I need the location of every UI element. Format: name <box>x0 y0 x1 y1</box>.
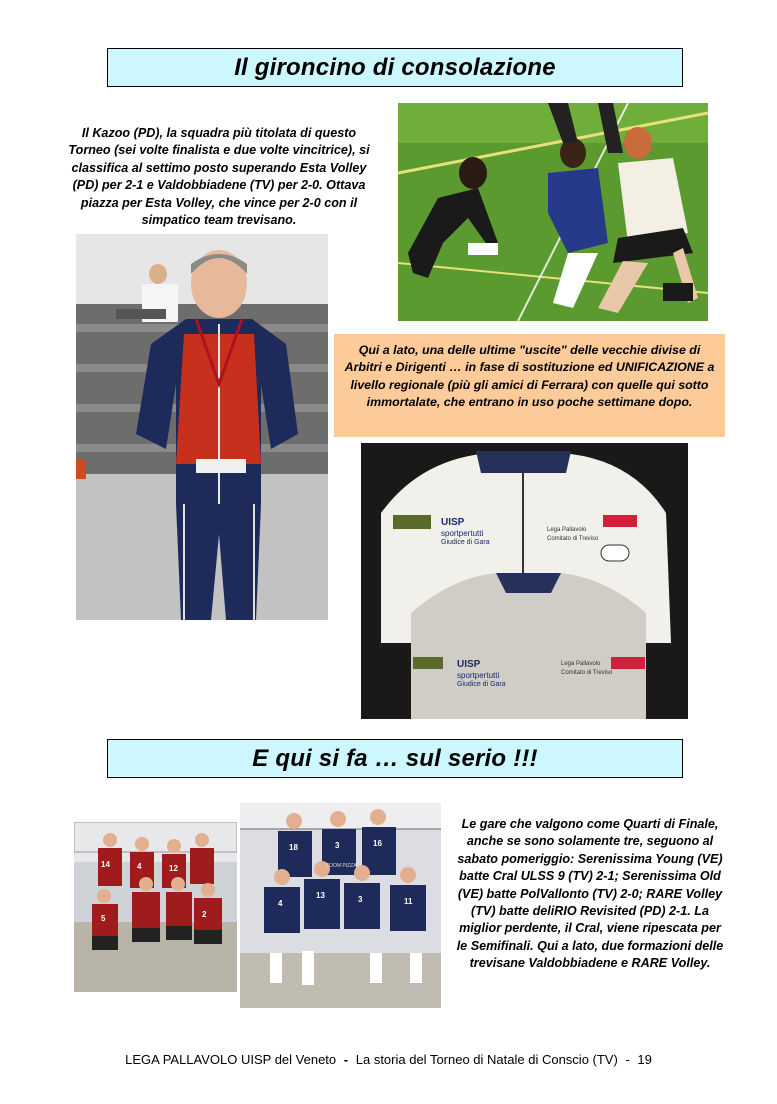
polo-lega-text: Lega Pallavolo <box>561 661 601 667</box>
uniform-note: Qui a lato, una delle ultime "uscite" delle vecchie divise di Arbitri e Dirigenti … in fase di sostituzione ed UNIFICAZIONE a livello regionale (più gli amici di Ferrara) con quelle qui sotto immortalate, che entrano in uso poche settimane dopo. <box>334 334 725 437</box>
jacket-logo: UISP <box>441 517 465 528</box>
page-footer <box>0 1052 777 1067</box>
page-number: 19 <box>637 1052 652 1067</box>
photo-team-red <box>74 822 237 992</box>
red-jersey-number: 5 <box>101 914 106 923</box>
section-title-text: E qui si fa … sul serio !!! <box>252 744 538 772</box>
footer-dash: - <box>625 1052 630 1067</box>
red-jersey-number: 2 <box>202 910 207 919</box>
jacket-comitato-text: Comitato di Treviso <box>547 536 599 542</box>
section-title-consolation <box>107 48 683 87</box>
polo-giudice: Giudice di Gara <box>457 681 506 688</box>
red-jersey-number: 4 <box>137 862 142 871</box>
blue-jersey-number: 4 <box>278 899 283 908</box>
photo-stretching-players <box>398 103 708 321</box>
blue-jersey-number: 3 <box>335 841 340 850</box>
footer-separator: - <box>343 1052 349 1067</box>
blue-jersey-number: 3 <box>358 895 363 904</box>
blue-jersey-number: 18 <box>289 843 298 852</box>
footer-title: La storia del Torneo di Natale di Conscio (TV) <box>355 1052 618 1067</box>
jacket-sportpertutti: sportpertutti <box>441 529 484 538</box>
polo-logo: UISP <box>457 659 481 670</box>
polo-comitato-text: Comitato di Treviso <box>561 670 613 676</box>
jacket-lega-text: Lega Pallavolo <box>547 527 587 533</box>
quarterfinals-paragraph: Le gare che valgono come Quarti di Finale, anche se sono solamente tre, seguono al sabato pomeriggio: Serenissima Young (VE) batte Cral ULSS 9 (TV) 2-1; Serenissima Old (VE) batte PolVallonto (TV) 2-0; RARE Volley (TV) batte deliRIO Revisited (PD) 2-1. La miglior perdente, il Cral, viene ripescata per le Semifinali. Qui a lato, due formazioni delle trevisane Valdobbiadene e RARE Volley. <box>456 817 724 971</box>
blue-jersey-number: 16 <box>373 839 382 848</box>
section-title-text: Il gironcino di consolazione <box>234 53 556 81</box>
red-jersey-number: 12 <box>169 864 178 873</box>
consolation-paragraph: Il Kazoo (PD), la squadra più titolata di questo Torneo (sei volte finalista e due volte vincitrice), si classifica al settimo posto superando Esta Volley (PD) per 2-1 e Valdobbiadene (TV) per 2-0. Ottava piazza per Esta Volley, che vince per 2-0 con il simpatico team trevisano. <box>68 126 370 228</box>
photo-official-tracksuit <box>76 234 328 620</box>
polo-sportpertutti: sportpertutti <box>457 671 500 680</box>
blue-jersey-sponsor: ZOOM PIZZA <box>326 863 357 869</box>
section-title-serious <box>107 739 683 778</box>
photo-referee-uniforms <box>361 443 688 719</box>
footer-org: LEGA PALLAVOLO UISP del Veneto <box>125 1052 337 1067</box>
blue-jersey-number: 11 <box>404 897 413 906</box>
photo-team-blue <box>240 803 441 1008</box>
jacket-giudice: Giudice di Gara <box>441 539 490 546</box>
blue-jersey-number: 13 <box>316 891 325 900</box>
red-jersey-number: 14 <box>101 860 110 869</box>
